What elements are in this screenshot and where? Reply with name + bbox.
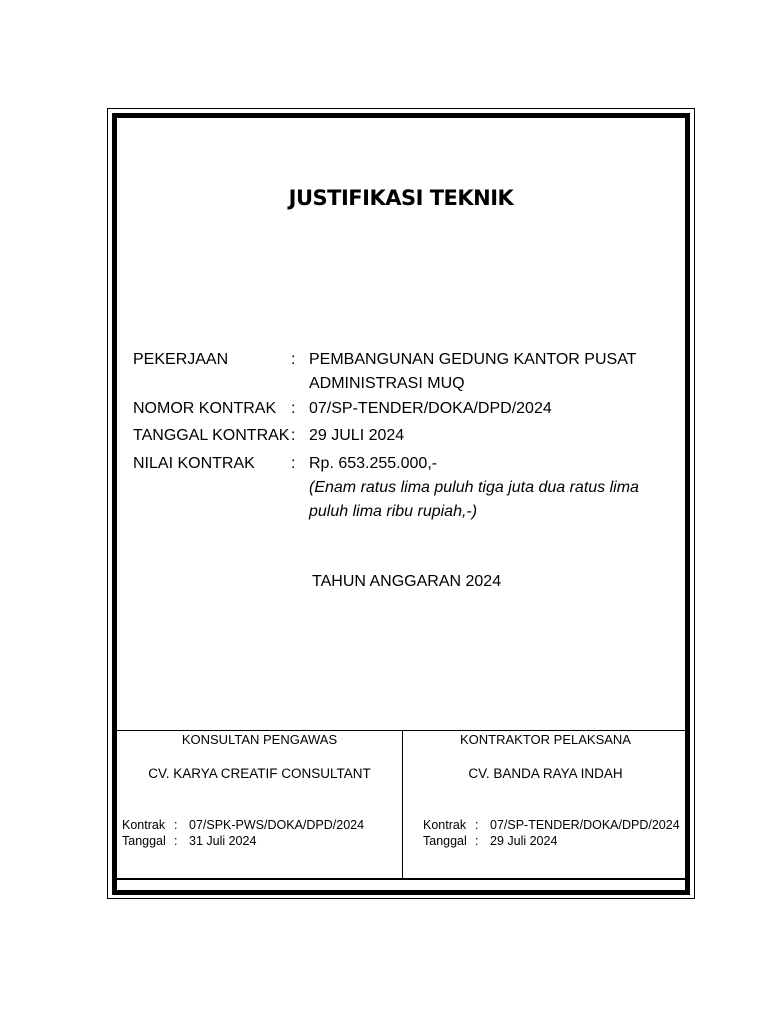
contract-value: 07/SPK-PWS/DOKA/DPD/2024: [189, 818, 365, 832]
budget-year: TAHUN ANGGARAN 2024: [312, 573, 502, 590]
field-label: TANGGAL KONTRAK: [133, 427, 290, 444]
date-colon: :: [475, 834, 479, 848]
contract-label: Kontrak: [423, 818, 467, 832]
field-label: NOMOR KONTRAK: [133, 400, 277, 417]
contract-value: 07/SP-TENDER/DOKA/DPD/2024: [490, 818, 680, 832]
date-line: [423, 833, 680, 849]
contract-colon: :: [174, 818, 178, 832]
field-colon: :: [291, 427, 296, 444]
value-amount: Rp. 653.255.000,-: [309, 455, 438, 472]
field-value: 07/SP-TENDER/DOKA/DPD/2024: [309, 400, 552, 417]
contractor-details: [423, 817, 680, 849]
date-line: [122, 833, 364, 849]
field-label: PEKERJAAN: [133, 351, 229, 368]
contract-line: [423, 817, 680, 833]
date-label: Tanggal: [423, 834, 467, 848]
value-words-line: puluh lima ribu rupiah,-): [309, 503, 478, 520]
field-colon: :: [291, 455, 296, 472]
consultant-role: KONSULTAN PENGAWAS: [181, 732, 338, 747]
date-colon: :: [174, 834, 178, 848]
contract-colon: :: [475, 818, 479, 832]
field-colon: :: [291, 351, 296, 368]
value-words-line: (Enam ratus lima puluh tiga juta dua ratus lima: [309, 479, 639, 496]
field-value: 29 JULI 2024: [309, 427, 405, 444]
field-label: NILAI KONTRAK: [133, 455, 255, 472]
value-line: ADMINISTRASI MUQ: [309, 375, 465, 392]
document-title: JUSTIFIKASI TEKNIK: [288, 186, 514, 210]
consultant-details: [122, 817, 364, 849]
signature-divider: [402, 730, 403, 880]
contract-line: [122, 817, 364, 833]
value-line: PEMBANGUNAN GEDUNG KANTOR PUSAT: [309, 351, 637, 368]
date-value: 31 Juli 2024: [189, 834, 257, 848]
contractor-role: KONTRAKTOR PELAKSANA: [460, 732, 631, 747]
date-value: 29 Juli 2024: [490, 834, 558, 848]
field-value: [309, 452, 669, 524]
field-value: [309, 348, 669, 396]
contract-label: Kontrak: [122, 818, 166, 832]
field-colon: :: [291, 400, 296, 417]
contractor-company: CV. BANDA RAYA INDAH: [468, 766, 623, 781]
date-label: Tanggal: [122, 834, 166, 848]
consultant-company: CV. KARYA CREATIF CONSULTANT: [148, 766, 371, 781]
